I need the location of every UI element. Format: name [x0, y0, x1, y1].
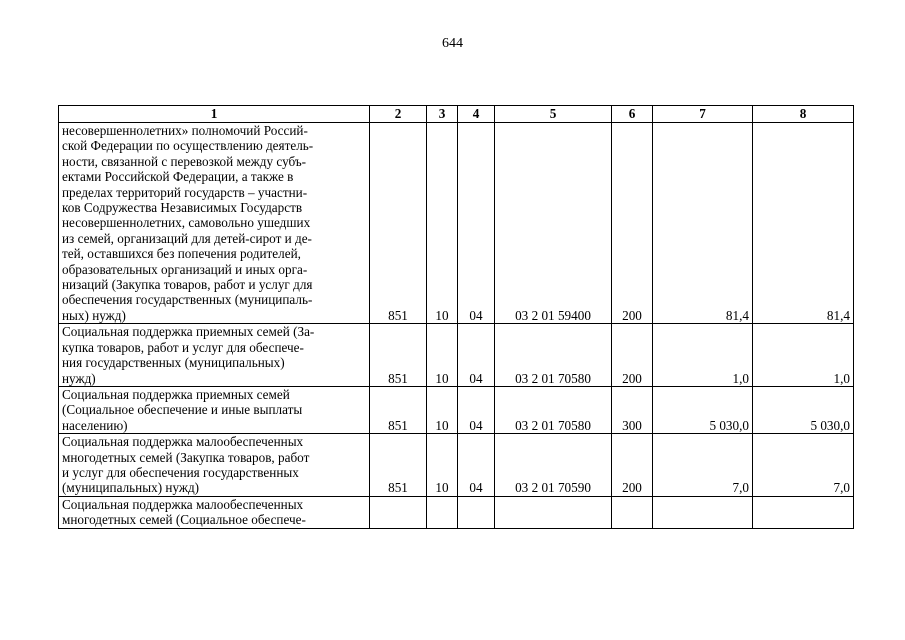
description-line: тей, оставшихся без попечения родителей,: [62, 246, 301, 262]
column-header-8: 8: [753, 106, 854, 123]
page-number: 644: [442, 36, 463, 51]
description-line: Социальная поддержка малообеспеченных: [62, 434, 304, 450]
table-row: [59, 434, 854, 497]
section-code-cell: [427, 496, 458, 528]
column-header-1: 1: [59, 106, 370, 123]
row-description: [59, 324, 370, 387]
expense-type-cell: 200: [612, 324, 653, 387]
ministry-code-cell: 851: [370, 386, 427, 433]
column-header-5: 5: [495, 106, 612, 123]
description-line: несовершеннолетних, самовольно ушедших: [62, 215, 311, 231]
table-row: [59, 123, 854, 324]
description-line: (Социальное обеспечение и иные выплаты: [62, 402, 303, 418]
description-line: из семей, организаций для детей-сирот и де-: [62, 230, 312, 246]
description-line: населению): [62, 417, 128, 433]
column-header-7: 7: [653, 106, 753, 123]
row-description: [59, 123, 370, 324]
target-item-cell: 03 2 01 70580: [495, 324, 612, 387]
row-description: [59, 386, 370, 433]
description-line: Социальная поддержка приемных семей (За-: [62, 324, 315, 340]
amount-cell-8: 81,4: [753, 123, 854, 324]
subsection-code-cell: [458, 496, 495, 528]
budget-table: [58, 105, 854, 529]
section-code-cell: 10: [427, 434, 458, 497]
subsection-code-cell: 04: [458, 434, 495, 497]
amount-cell-7: [653, 496, 753, 528]
ministry-code-cell: 851: [370, 123, 427, 324]
amount-cell-7: 1,0: [653, 324, 753, 387]
description-line: обеспечения государственных (муниципаль-: [62, 292, 313, 308]
column-header-2: 2: [370, 106, 427, 123]
section-code-cell: 10: [427, 386, 458, 433]
description-line: и услуг для обеспечения государственных: [62, 464, 299, 480]
description-line: ков Содружества Независимых Государств: [62, 200, 303, 216]
expense-type-cell: 300: [612, 386, 653, 433]
description-line: многодетных семей (Закупка товаров, работ: [62, 449, 310, 465]
description-line: Социальная поддержка приемных семей: [62, 386, 290, 402]
expense-type-cell: 200: [612, 434, 653, 497]
description-line: несовершеннолетних» полномочий Россий-: [62, 123, 308, 138]
ministry-code-cell: 851: [370, 324, 427, 387]
ministry-code-cell: [370, 496, 427, 528]
description-line: ской Федерации по осуществлению деятель-: [62, 138, 314, 154]
description-line: купка товаров, работ и услуг для обеспече-: [62, 339, 304, 355]
amount-cell-7: 7,0: [653, 434, 753, 497]
description-line: ектами Российской Федерации, а также в: [62, 169, 294, 185]
description-line: нужд): [62, 370, 96, 386]
row-description: [59, 496, 370, 528]
description-line: Социальная поддержка малообеспеченных: [62, 496, 304, 512]
column-header-6: 6: [612, 106, 653, 123]
table-row: [59, 324, 854, 387]
row-description: [59, 434, 370, 497]
subsection-code-cell: 04: [458, 324, 495, 387]
description-line: низаций (Закупка товаров, работ и услуг для: [62, 277, 313, 293]
subsection-code-cell: 04: [458, 386, 495, 433]
amount-cell-8: 5 030,0: [753, 386, 854, 433]
target-item-cell: 03 2 01 70590: [495, 434, 612, 497]
amount-cell-8: 1,0: [753, 324, 854, 387]
table-row: [59, 386, 854, 433]
description-line: пределах территорий государств – участни-: [62, 184, 308, 200]
table-header-row: [59, 106, 854, 123]
description-line: образовательных организаций и иных орга-: [62, 261, 308, 277]
description-line: многодетных семей (Социальное обеспече-: [62, 512, 306, 528]
ministry-code-cell: 851: [370, 434, 427, 497]
description-line: (муниципальных) нужд): [62, 480, 200, 496]
target-item-cell: 03 2 01 70580: [495, 386, 612, 433]
target-item-cell: [495, 496, 612, 528]
subsection-code-cell: 04: [458, 123, 495, 324]
column-header-4: 4: [458, 106, 495, 123]
table-row: [59, 496, 854, 528]
section-code-cell: 10: [427, 324, 458, 387]
description-line: ных) нужд): [62, 307, 126, 323]
description-line: ния государственных (муниципальных): [62, 355, 285, 371]
amount-cell-7: 5 030,0: [653, 386, 753, 433]
column-header-3: 3: [427, 106, 458, 123]
section-code-cell: 10: [427, 123, 458, 324]
expense-type-cell: [612, 496, 653, 528]
target-item-cell: 03 2 01 59400: [495, 123, 612, 324]
amount-cell-8: [753, 496, 854, 528]
amount-cell-7: 81,4: [653, 123, 753, 324]
description-line: ности, связанной с перевозкой между субъ-: [62, 153, 307, 169]
expense-type-cell: 200: [612, 123, 653, 324]
amount-cell-8: 7,0: [753, 434, 854, 497]
